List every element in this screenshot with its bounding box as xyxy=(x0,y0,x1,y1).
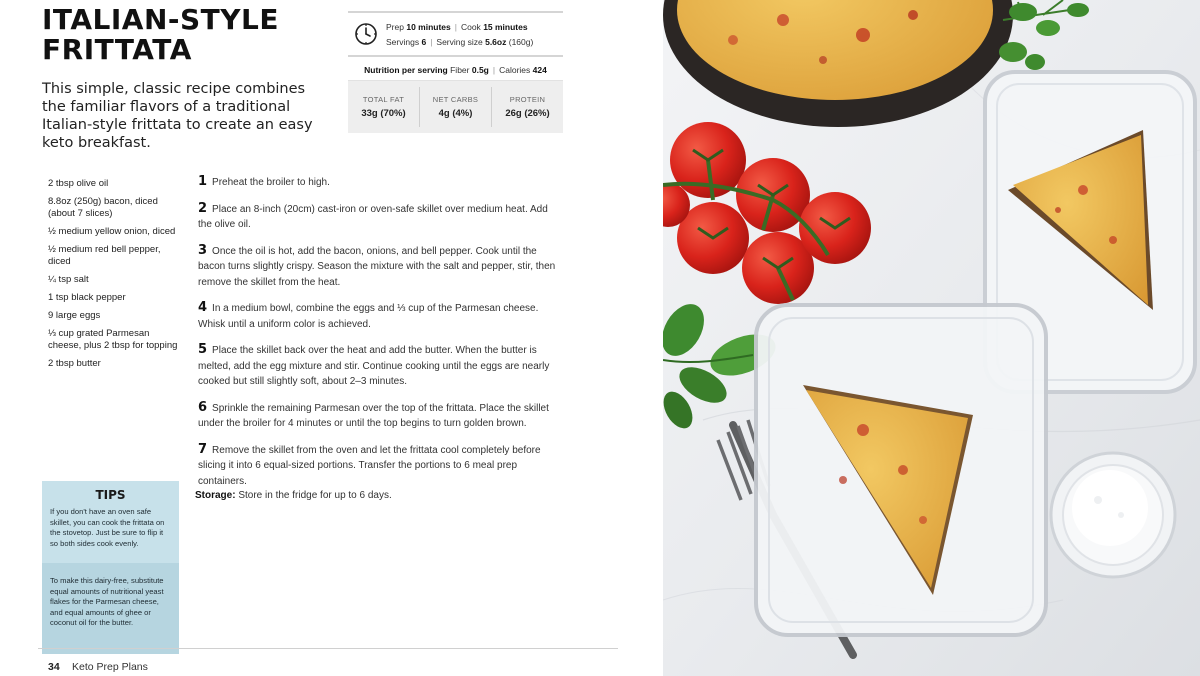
macro-total-fat xyxy=(348,81,419,133)
ingredient-item: ⅓ cup grated Parmesan cheese, plus 2 tbsp for topping xyxy=(48,328,178,351)
salt-bowl xyxy=(1051,453,1175,577)
macro-net-carbs xyxy=(419,87,491,127)
storage-label: Storage: xyxy=(195,490,236,501)
step-item xyxy=(198,442,560,490)
fiber-value: 0.5g xyxy=(471,65,489,75)
tips-title: TIPS xyxy=(95,488,126,502)
storage-note xyxy=(195,490,392,501)
time-line: Prep 10 minutes | Cook 15 minutes xyxy=(386,22,528,32)
step-text: Preheat the broiler to high. xyxy=(212,177,330,188)
macro-value: 4g (4%) xyxy=(438,108,473,119)
step-item xyxy=(198,201,560,233)
macro-label: NET CARBS xyxy=(432,95,479,104)
recipe-title: ITALIAN-STYLE FRITTATA xyxy=(42,3,280,66)
macro-value: 26g (26%) xyxy=(505,108,550,119)
step-item xyxy=(198,174,560,191)
container-left xyxy=(756,305,1046,635)
ingredient-item: 2 tbsp butter xyxy=(48,358,101,369)
ingredient-item: 2 tbsp olive oil xyxy=(48,178,109,189)
ingredient-item: 9 large eggs xyxy=(48,310,101,321)
ingredients-list xyxy=(48,178,178,376)
step-number: 4 xyxy=(198,300,208,315)
macros-panel xyxy=(348,80,563,133)
step-item xyxy=(198,342,560,390)
recipe-intro: This simple, classic recipe combines the familiar flavors of a traditional Italian-style frittata to create an easy keto breakfast. xyxy=(42,81,313,151)
ingredient-item: 1 tsp black pepper xyxy=(48,292,126,303)
step-number: 2 xyxy=(198,200,208,216)
storage-text: Store in the fridge for up to 6 days. xyxy=(238,490,392,501)
serving-size-label: Serving size xyxy=(436,37,483,47)
step-number: 5 xyxy=(198,342,208,357)
ingredient-item: 8.8oz (250g) bacon, diced (about 7 slices) xyxy=(48,196,158,219)
step-item xyxy=(198,400,560,432)
cook-label: Cook xyxy=(460,22,481,32)
step-text: Sprinkle the remaining Parmesan over the top of the frittata. Place the skillet under the broiler for 4 minutes or until the top begins to turn golden brown. xyxy=(198,402,549,429)
step-text: In a medium bowl, combine the eggs and ⅓ cup of the Parmesan cheese. Whisk until a uniform color is achieved. xyxy=(198,303,539,330)
cook-value: 15 minutes xyxy=(483,22,528,32)
step-number: 1 xyxy=(198,174,208,189)
macro-label: TOTAL FAT xyxy=(362,95,405,104)
calories-label: Calories xyxy=(499,65,531,75)
servings-value: 6 xyxy=(421,37,427,47)
tip-item: If you don't have an oven safe skillet, you can cook the frittata on the stovetop. Just be sure to flip it so both sides cook evenly. xyxy=(50,507,165,548)
frittata-photo xyxy=(663,0,1200,676)
step-text: Place the skillet back over the heat and add the butter. When the butter is melted, add the egg mixture and stir. Continue cooking until the eggs are nearly cooked but still slightly soft, about 2–3 minutes. xyxy=(198,345,550,387)
tips-box xyxy=(42,481,179,654)
book-title: Keto Prep Plans xyxy=(72,661,148,673)
servings-label: Servings xyxy=(386,37,420,47)
fiber-label: Fiber xyxy=(450,65,470,75)
page-footer xyxy=(38,648,618,676)
step-number: 7 xyxy=(198,441,208,457)
ingredient-item: ¼ tsp salt xyxy=(48,274,89,285)
step-text: Place an 8-inch (20cm) cast-iron or oven-safe skillet over medium heat. Add the olive oil. xyxy=(198,203,548,230)
food-photo xyxy=(663,0,1200,676)
servings-line: Servings 6 | Serving size 5.6oz (160g) xyxy=(386,37,534,47)
clock-icon xyxy=(354,22,378,46)
macro-label: PROTEIN xyxy=(509,95,546,104)
ingredient-item: ½ medium yellow onion, diced xyxy=(48,226,176,237)
step-number: 6 xyxy=(198,399,208,415)
prep-value: 10 minutes xyxy=(406,22,451,32)
prep-label: Prep xyxy=(386,22,404,32)
steps-list xyxy=(198,174,560,499)
time-servings-row xyxy=(348,11,563,55)
step-item xyxy=(198,243,560,291)
step-item xyxy=(198,300,560,332)
nutrition-label: Nutrition per serving xyxy=(364,65,448,75)
ingredient-item: ½ medium red bell pepper, diced xyxy=(48,244,161,267)
step-text: Remove the skillet from the oven and let the frittata cool completely before slicing it into 6 equal-sized portions. Transfer the portions to 6 meal prep containers. xyxy=(198,444,541,487)
page-number: 34 xyxy=(48,661,60,673)
nutrition-row: Nutrition per serving Fiber 0.5g | Calories 424 xyxy=(348,55,563,80)
step-text: Once the oil is hot, add the bacon, onions, and bell pepper. Cook until the bacon turns slightly crispy. Season the mixture with the salt and pepper, stir, then remove the skillet from the heat. xyxy=(198,245,556,288)
step-number: 3 xyxy=(198,242,208,258)
macro-protein xyxy=(491,87,563,127)
serving-size-value: 5.6oz xyxy=(485,37,507,47)
macro-value: 33g (70%) xyxy=(361,108,406,119)
serving-size-grams: (160g) xyxy=(508,37,534,47)
recipe-info-box xyxy=(348,11,563,133)
calories-value: 424 xyxy=(532,65,547,75)
tip-item: To make this dairy-free, substitute equal amounts of nutritional yeast flakes for the Parmesan cheese, and equal amounts of ghee or coconut oil for the butter. xyxy=(42,563,179,654)
